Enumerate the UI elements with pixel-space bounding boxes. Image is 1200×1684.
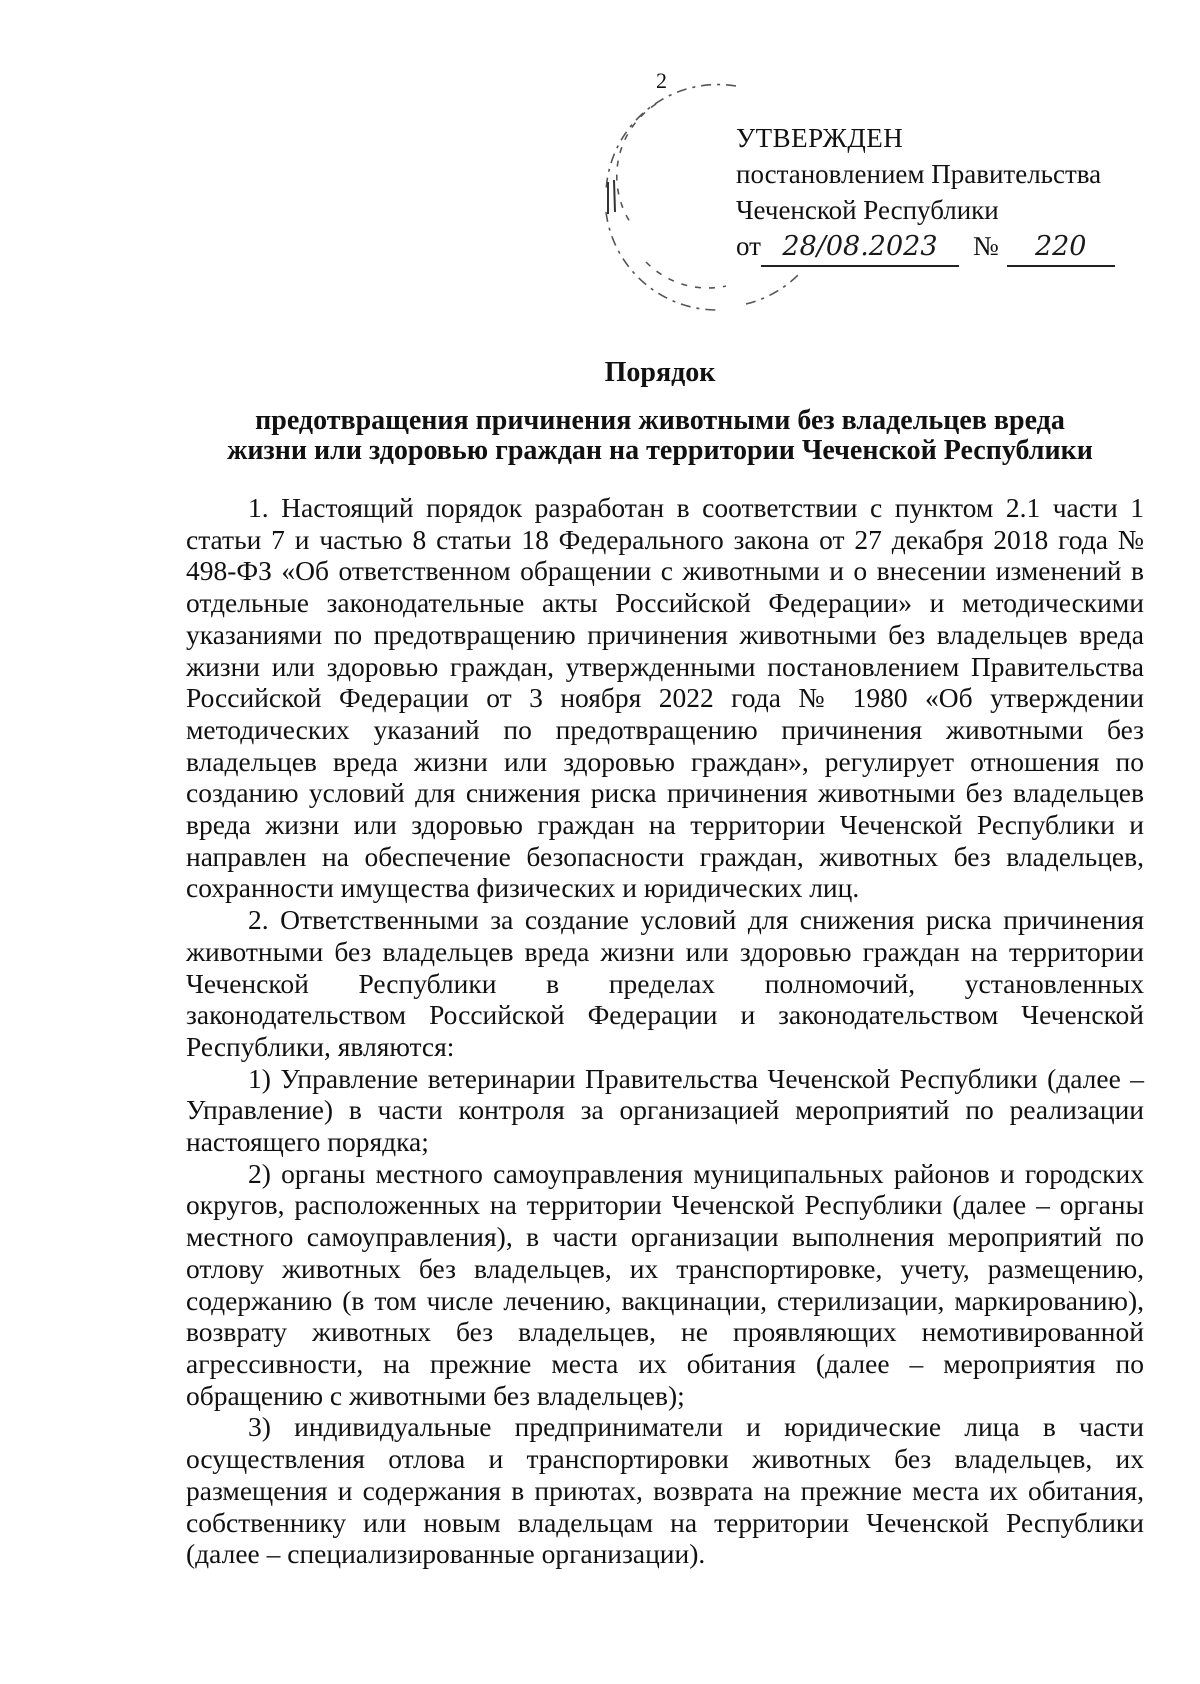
- title-main: Порядок: [604, 357, 716, 388]
- title-line-2: жизни или здоровью граждан на территории Чеченской Республики: [227, 435, 1093, 466]
- document-title: [180, 358, 1140, 466]
- title-line-1: предотвращения причинения животными без владельцев вреда: [255, 405, 1065, 436]
- approval-block: [736, 120, 1176, 267]
- date-prefix: от: [736, 231, 761, 261]
- paragraph: 2) органы местного самоуправления муниципальных районов и городских округов, расположенных на территории Чеченской Республики (далее – органы местного самоуправления), в части организации выполнения мероприятий по отлову животных без владельцев, их транспортировке, учету, размещению, содержанию (в том числе лечению, вакцинации, стерилизации, маркированию), возврату животных без владельцев, не проявляющих немотивированной агрессивности, на прежние места их обитания (далее – мероприятия по обращению с животными без владельцев);: [186, 1157, 1144, 1411]
- approval-number: 220: [1007, 229, 1115, 267]
- page-number: 2: [656, 68, 667, 93]
- approval-date: 28/08.2023: [761, 229, 959, 267]
- approved-label: УТВЕРЖДЕН: [736, 123, 904, 153]
- paragraph: 1) Управление ветеринарии Правительства Чеченской Республики (далее – Управление) в части контроля за организацией мероприятий по реализации настоящего порядка;: [186, 1062, 1144, 1158]
- paragraph: 3) индивидуальные предприниматели и юридические лица в части осуществления отлова и транспортировки животных без владельцев, их размещения и содержания в приютах, возврата на прежние места их обитания, собственнику или новым владельцам на территории Чеченской Республики (далее – специализированные организации).: [186, 1411, 1144, 1570]
- approval-date-line: [736, 228, 1176, 267]
- paragraph: 2. Ответственными за создание условий для снижения риска причинения животными без владельцев вреда жизни или здоровью граждан на территории Чеченской Республики в пределах полномочий, установленных законодательством Российской Федерации и законодательством Чеченской Республики, являются:: [186, 904, 1144, 1062]
- approval-line-2: Чеченской Республики: [736, 195, 999, 225]
- document-body: [186, 492, 1144, 1570]
- paragraph: 1. Настоящий порядок разработан в соответствии с пунктом 2.1 части 1 статьи 7 и частью 8 статьи 18 Федерального закона от 27 декабря 2018 года № 498-ФЗ «Об ответственном обращении с животными и о внесении изменений в отдельные законодательные акты Российской Федерации» и методическими указаниями по предотвращению причинения животными без владельцев вреда жизни или здоровью граждан, утвержденными постановлением Правительства Российской Федерации от 3 ноября 2022 года № 1980 «Об утверждении методических указаний по предотвращению причинения животными без владельцев вреда жизни или здоровью граждан», регулирует отношения по созданию условий для снижения риска причинения животными без владельцев вреда жизни или здоровью граждан на территории Чеченской Республики и направлен на обеспечение безопасности граждан, животных без владельцев, сохранности имущества физических и юридических лиц.: [186, 492, 1144, 904]
- number-sign: №: [972, 231, 999, 261]
- approval-line-1: постановлением Правительства: [736, 159, 1102, 189]
